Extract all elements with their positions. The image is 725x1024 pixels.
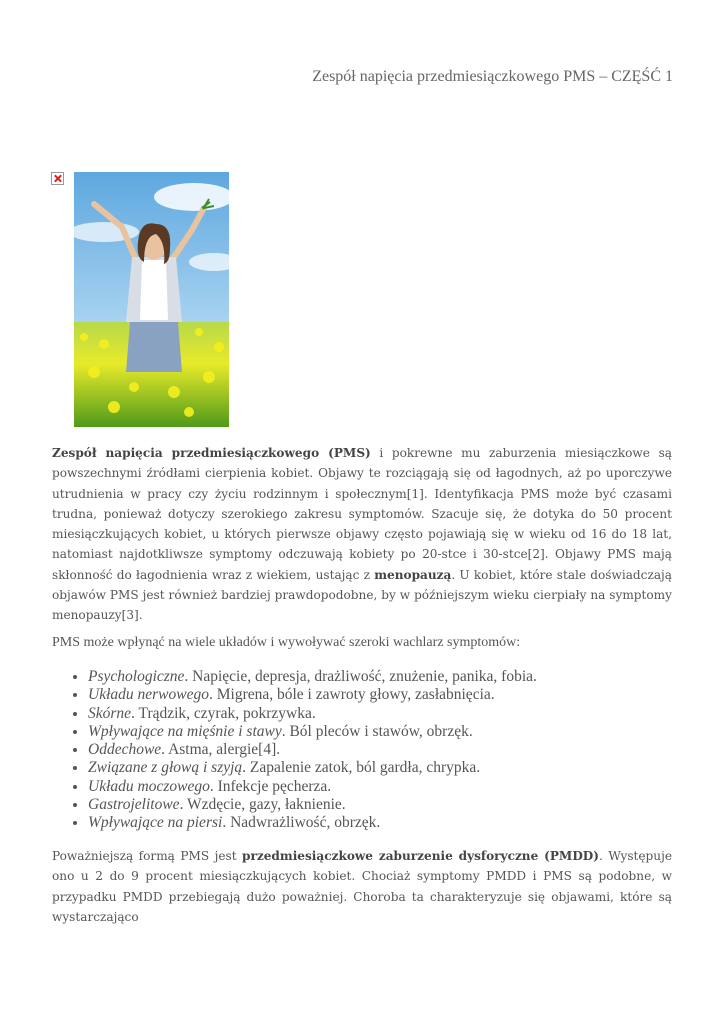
intro-paragraph <box>52 443 672 626</box>
pms-term: Zespół napięcia przedmiesiączkowego (PMS) <box>52 446 371 460</box>
menopause-term: menopauzą <box>374 567 452 582</box>
pmdd-text-2: . Występuje ono u 2 do 9 procent miesiączkujących kobiet. Chociaż symptomy PMDD i PMS są podobne, w przypadku PMDD przebiegają dużo poważniej. Choroba ta charakteryzuje się objawami, które są wystarczająco <box>52 849 672 924</box>
list-item: • Wpływające na piersi. Nadwrażliwość, obrzęk. <box>88 814 688 832</box>
symptoms-intro: PMS może wpłynąć na wiele układów i wywoływać szeroki wachlarz symptomów: <box>52 635 521 650</box>
page-title: Zespół napięcia przedmiesiączkowego PMS – CZĘŚĆ 1 <box>312 68 673 85</box>
intro-text-2: . U kobiet, które stale doświadczają objawów PMS jest również bardziej prawdopodobne, by w późniejszym wieku cierpiały na symptomy menopauzy[3]. <box>52 567 672 623</box>
pmdd-term: przedmiesiączkowe zaburzenie dysforyczne (PMDD) <box>242 849 600 863</box>
list-item: • Psychologiczne. Napięcie, depresja, drażliwość, znużenie, panika, fobia. <box>88 668 688 686</box>
woman-in-field-photo <box>74 172 229 427</box>
list-item: • Gastrojelitowe. Wzdęcie, gazy, łaknienie. <box>88 796 688 814</box>
list-item: • Układu nerwowego. Migrena, bóle i zawroty głowy, zasłabnięcia. <box>88 686 688 704</box>
list-item: • Układu moczowego. Infekcje pęcherza. <box>88 778 688 796</box>
broken-image-icon <box>51 172 64 185</box>
intro-text-1: i pokrewne mu zaburzenia miesiączkowe są powszechnymi źródłami cierpienia kobiet. Objawy te rozciągają się od łagodnych, aż po uporczywe utrudnienia w pracy czy życiu rodzinnym i społecznym[1]. Identyfikacja PMS może być czasami trudna, ponieważ dotyczy szerokiego zakresu symptomów. Szacuje się, że dotyka do 50 procent miesiączkujących kobiet, u których pierwsze objawy często pojawiają się w wieku od 16 do 18 lat, natomiast najdotkliwsze symptomy odczuwają kobiety po 20-stce i 30-stce[2]. Objawy PMS mają skłonność do łagodnienia wraz z wiekiem, ustając z <box>52 446 672 582</box>
list-item: • Wpływające na mięśnie i stawy. Ból pleców i stawów, obrzęk. <box>88 723 688 741</box>
list-item: • Oddechowe. Astma, alergie[4]. <box>88 741 688 759</box>
pmdd-text-1: Poważniejszą formą PMS jest <box>52 849 243 863</box>
list-item: • Skórne. Trądzik, czyrak, pokrzywka. <box>88 705 688 723</box>
pmdd-paragraph <box>52 846 672 927</box>
symptom-list <box>52 668 688 833</box>
list-item: • Związane z głową i szyją. Zapalenie zatok, ból gardła, chrypka. <box>88 759 688 777</box>
